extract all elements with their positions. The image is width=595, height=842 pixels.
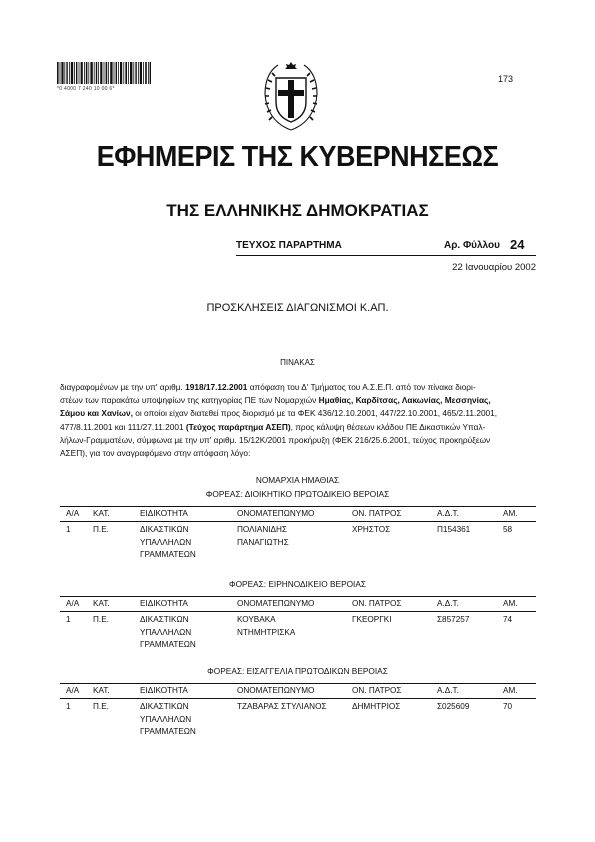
column-header: ΕΙΔΙΚΟΤΗΤΑ — [140, 686, 188, 695]
cell-id-number: Π154361 — [437, 525, 471, 534]
column-header: ΕΙΔΙΚΟΤΗΤΑ — [140, 509, 188, 518]
column-header: ΟΝ. ΠΑΤΡΟΣ — [352, 509, 402, 518]
header-divider — [236, 255, 536, 256]
intro-paragraph — [60, 381, 538, 460]
cell-reg-number: 58 — [503, 525, 513, 534]
column-header: ΚΑΤ. — [93, 686, 110, 695]
cell-specialty: ΔΙΚΑΣΤΙΚΩΝ — [140, 702, 189, 711]
column-header: Α.Δ.Τ. — [437, 599, 459, 608]
intro-line: στέων των παρακάτω υποψηφίων της κατηγορίας ΠΕ των Νομαρχιών Ημαθίας, Καρδίτσας, Λακωνίας, Μεσσηνίας, — [60, 395, 491, 406]
section-title: ΠΡΟΣΚΛΗΣΕΙΣ ΔΙΑΓΩΝΙΣΜΟΙ Κ.ΑΠ. — [206, 302, 389, 314]
column-header: Α/Α — [66, 686, 80, 695]
column-header: ΑΜ. — [503, 599, 518, 608]
page-number: 173 — [497, 74, 513, 84]
cell-specialty: ΥΠΑΛΛΗΛΩΝ — [140, 714, 192, 724]
issue-date: 22 Ιανουαρίου 2002 — [452, 262, 536, 273]
cell-specialty: ΓΡΑΜΜΑΤΕΩΝ — [140, 550, 196, 559]
intro-line: διαγραφομένων με την υπ' αριθμ. 1918/17.12.2001 απόφαση του Δ' Τμήματος του Α.Σ.Ε.Π. από τον πίνακα διορι- — [60, 382, 476, 392]
cell-specialty: ΓΡΑΜΜΑΤΕΩΝ — [140, 640, 196, 649]
intro-line: Σάμου και Χανίων, οι οποίοι είχαν διατεθεί προς διορισμό με τα ΦΕΚ 436/12.10.2001, 447/22.10.2001, 465/2.11.2001, — [60, 408, 498, 419]
cell-father-name: ΔΗΜΗΤΡΙΟΣ — [352, 702, 401, 711]
table-header — [60, 506, 536, 522]
column-header: Α.Δ.Τ. — [437, 509, 459, 518]
column-header: ΕΙΔΙΚΟΤΗΤΑ — [140, 599, 188, 608]
prefecture-title: ΝΟΜΑΡΧΙΑ ΗΜΑΘΙΑΣ — [255, 475, 340, 485]
issue-label: ΤΕΥΧΟΣ ΠΑΡΑΡΤΗΜΑ — [236, 240, 342, 251]
cell-aa: 1 — [66, 702, 71, 711]
column-header: ΑΜ. — [503, 686, 518, 695]
cell-specialty: ΓΡΑΜΜΑΤΕΩΝ — [140, 727, 196, 736]
cell-aa: 1 — [66, 615, 71, 624]
barcode-number: *0 4000 7 240 10 00 6* — [57, 86, 115, 92]
intro-line: 477/8.11.2001 και 111/27.11.2001 (Τεύχος παράρτημα ΑΣΕΠ), προς κάλυψη θέσεων κλάδου ΠΕ Δικαστικών Υπαλ- — [60, 421, 486, 432]
column-header: Α/Α — [66, 509, 80, 518]
cell-id-number: Σ025609 — [437, 702, 470, 711]
gazette-title: ΕΦΗΜΕΡΙΣ ΤΗΣ ΚΥΒΕΡΝΗΣΕΩΣ — [96, 141, 499, 173]
table-header — [60, 596, 536, 612]
agency-title: ΦΟΡΕΑΣ: ΕΙΣΑΓΓΕΛΙΑ ΠΡΩΤΟΔΙΚΩΝ ΒΕΡΟΙΑΣ — [207, 666, 388, 676]
column-header: ΟΝΟΜΑΤΕΠΩΝΥΜΟ — [237, 686, 315, 695]
cell-reg-number: 74 — [503, 615, 513, 624]
column-header: Α/Α — [66, 599, 80, 608]
cell-name: ΠΑΝΑΓΙΩΤΗΣ — [237, 537, 289, 547]
cell-specialty: ΔΙΚΑΣΤΙΚΩΝ — [140, 525, 189, 534]
cell-category: Π.Ε. — [93, 615, 109, 624]
agency-title: ΦΟΡΕΑΣ: ΔΙΟΙΚΗΤΙΚΟ ΠΡΩΤΟΔΙΚΕΙΟ ΒΕΡΟΙΑΣ — [205, 489, 390, 499]
column-header: Α.Δ.Τ. — [437, 686, 459, 695]
barcode — [57, 62, 151, 84]
cell-specialty: ΔΙΚΑΣΤΙΚΩΝ — [140, 615, 189, 624]
cell-category: Π.Ε. — [93, 702, 109, 711]
sheet-number: 24 — [510, 237, 525, 252]
cell-specialty: ΥΠΑΛΛΗΛΩΝ — [140, 627, 192, 637]
cell-id-number: Σ857257 — [437, 615, 470, 624]
cell-name: ΠΟΛΙΑΝΙΔΗΣ — [237, 525, 287, 534]
cell-father-name: ΧΡΗΣΤΟΣ — [352, 525, 391, 534]
table-label: ΠΙΝΑΚΑΣ — [280, 358, 315, 367]
column-header: ΟΝ. ΠΑΤΡΟΣ — [352, 686, 402, 695]
cell-reg-number: 70 — [503, 702, 513, 711]
cell-name: ΚΟΥΒΑΚΑ — [237, 615, 276, 624]
intro-line: ΑΣΕΠ), για τον αναγραφόμενο στην απόφαση λόγο: — [60, 448, 251, 459]
agency-title: ΦΟΡΕΑΣ: ΕΙΡΗΝΟΔΙΚΕΙΟ ΒΕΡΟΙΑΣ — [228, 579, 367, 589]
column-header: ΟΝ. ΠΑΤΡΟΣ — [352, 599, 402, 608]
cell-father-name: ΓΚΕΟΡΓΚΙ — [352, 615, 392, 624]
cell-name: ΝΤΗΜΗΤΡΙΣΚΑ — [237, 627, 296, 637]
column-header: ΚΑΤ. — [93, 509, 110, 518]
intro-line: λήλων-Γραμματέων, σύμφωνα με την υπ' αριθμ. 15/12Κ/2001 προκήρυξη (ΦΕΚ 216/25.6.2001, τεύχος προκηρύξεων — [60, 434, 491, 445]
cell-category: Π.Ε. — [93, 525, 109, 534]
column-header: ΟΝΟΜΑΤΕΠΩΝΥΜΟ — [237, 599, 315, 608]
cell-aa: 1 — [66, 525, 71, 534]
table-header — [60, 683, 536, 699]
coat-of-arms-icon — [260, 60, 322, 132]
gazette-subtitle: ΤΗΣ ΕΛΛΗΝΙΚΗΣ ΔΗΜΟΚΡΑΤΙΑΣ — [166, 201, 429, 220]
cell-name: ΤΖΑΒΑΡΑΣ ΣΤΥΛΙΑΝΟΣ — [237, 702, 327, 711]
sheet-number-label: Αρ. Φύλλου — [444, 240, 500, 251]
column-header: ΑΜ. — [503, 509, 518, 518]
column-header: ΚΑΤ. — [93, 599, 110, 608]
column-header: ΟΝΟΜΑΤΕΠΩΝΥΜΟ — [237, 509, 315, 518]
cell-specialty: ΥΠΑΛΛΗΛΩΝ — [140, 537, 192, 547]
